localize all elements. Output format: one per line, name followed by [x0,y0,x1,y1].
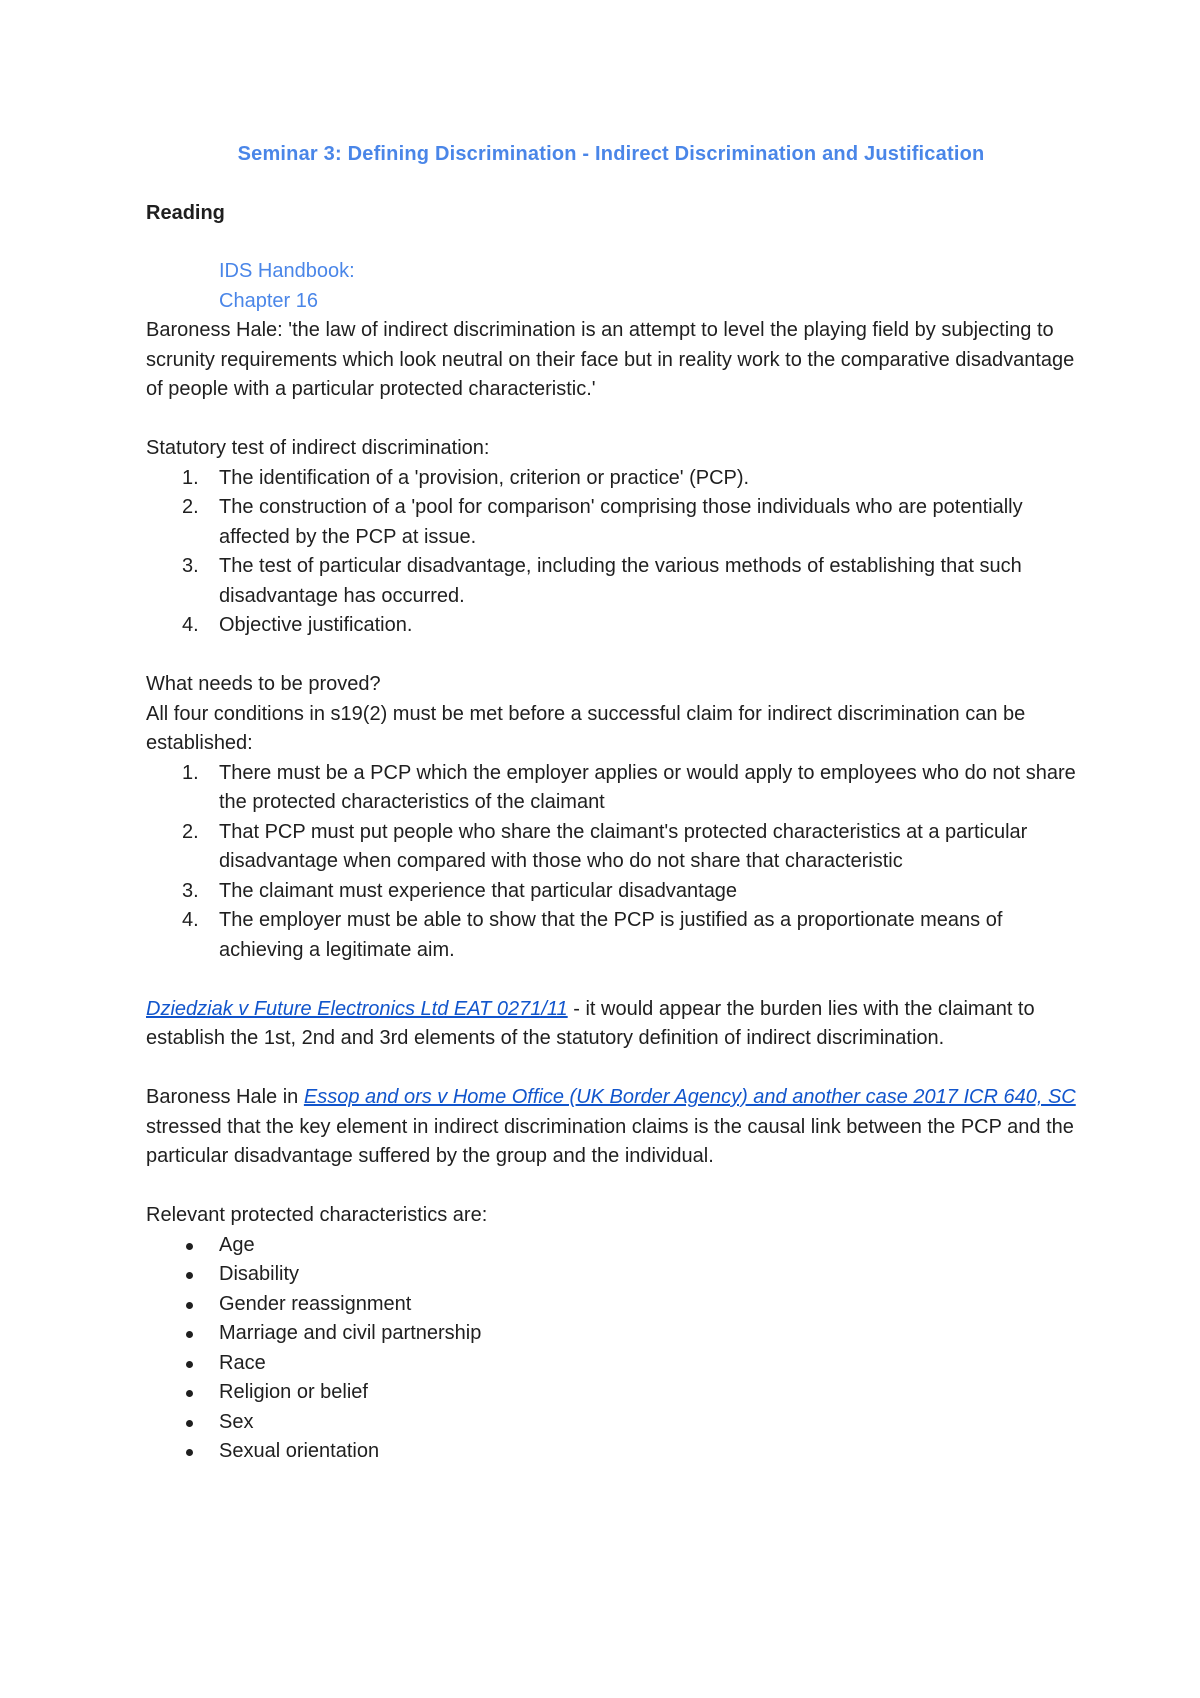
list-item-text: Race [219,1351,266,1374]
list-item [146,611,1076,641]
list-item-text: The employer must be able to show that the PCP is justified as a proportionate means of achieving a legitimate aim. [219,909,1003,961]
list-item [146,818,1076,877]
bullet-icon [186,1420,193,1427]
reading-ref: IDS Handbook: [219,260,355,282]
list-number: 1. [182,466,199,489]
list-item [146,906,1076,965]
bullet-icon [186,1243,193,1250]
dziedziak-case-link[interactable]: Dziedziak v Future Electronics Ltd EAT 0271/11 [146,997,568,1020]
bullet-icon [186,1302,193,1309]
bullet-icon [186,1331,193,1338]
list-item-text: Objective justification. [219,614,413,636]
list-item [146,552,1076,611]
list-item-text: Disability [219,1263,300,1285]
list-number: 2. [182,820,199,843]
statutory-list [146,464,1076,641]
dziedziak-text: - it would appear the burden lies with the claimant to establish the 1st, 2nd and 3rd elements of the statutory definition of indirect discrimination. [146,997,1035,1049]
list-item-text: The claimant must experience that particular disadvantage [219,879,738,902]
essop-text: stressed that the key element in indirect discrimination claims is the causal link between the PCP and the particular disadvantage suffered by the group and the individual. [146,1115,1074,1167]
list-item [146,1231,1076,1261]
bullet-icon [186,1390,193,1397]
list-item [146,464,1076,494]
bullet-icon [186,1449,193,1456]
proof-intro: All four conditions in s19(2) must be met before a successful claim for indirect discrimination can be established: [146,702,1026,754]
list-item [146,1437,1076,1467]
reading-ref: Chapter 16 [219,289,318,312]
list-item-text: That PCP must put people who share the claimant's protected characteristics at a particular disadvantage when compared with those who do not share that characteristic [219,820,1028,872]
list-item [146,1378,1076,1408]
proof-list [146,759,1076,966]
essop-prefix: Baroness Hale in [146,1086,304,1108]
list-item [146,759,1076,818]
list-item-text: There must be a PCP which the employer applies or would apply to employees who do not share the protected characteristics of the claimant [219,761,1076,813]
list-item-text: Sexual orientation [219,1440,380,1462]
list-item-text: The construction of a 'pool for comparison' comprising those individuals who are potentially affected by the PCP at issue. [219,496,1023,548]
list-item-text: Gender reassignment [219,1292,412,1315]
bullet-icon [186,1272,193,1279]
list-number: 3. [182,879,199,902]
list-number: 4. [182,909,199,931]
characteristics-list [146,1231,1076,1467]
list-number: 4. [182,614,199,636]
list-item-text: Marriage and civil partnership [219,1322,482,1344]
essop-paragraph [146,1083,1076,1172]
list-item [146,1260,1076,1290]
statutory-intro: Statutory test of indirect discrimination: [146,437,490,459]
list-number: 3. [182,555,199,577]
proof-question: What needs to be proved? [146,673,381,695]
list-item-text: The identification of a 'provision, criterion or practice' (PCP). [219,466,750,489]
document-page [146,140,1076,1467]
list-item-text: Sex [219,1410,254,1433]
page-title: Seminar 3: Defining Discrimination - Indirect Discrimination and Justification [237,143,985,165]
essop-case-link[interactable]: Essop and ors v Home Office (UK Border Agency) and another case 2017 ICR 640, SC [303,1086,1076,1108]
list-item [146,877,1076,907]
hale-quote: Baroness Hale: 'the law of indirect discrimination is an attempt to level the playing field by subjecting to scrunity requirements which look neutral on their face but in reality work to the comparative disadvantage of people with a particular protected characteristic.' [146,319,1075,400]
list-item-text: Age [219,1233,255,1256]
list-item-text: Religion or belief [219,1381,368,1403]
list-item-text: The test of particular disadvantage, including the various methods of establishing that such disadvantage has occurred. [219,555,1022,607]
bullet-icon [186,1361,193,1368]
list-number: 1. [182,761,199,784]
reading-heading: Reading [146,201,225,224]
list-item [146,1290,1076,1320]
list-item [146,1319,1076,1349]
dziedziak-paragraph [146,995,1076,1054]
list-item [146,493,1076,552]
list-item [146,1408,1076,1438]
list-item [146,1349,1076,1379]
characteristics-intro: Relevant protected characteristics are: [146,1204,488,1226]
list-number: 2. [182,496,199,518]
